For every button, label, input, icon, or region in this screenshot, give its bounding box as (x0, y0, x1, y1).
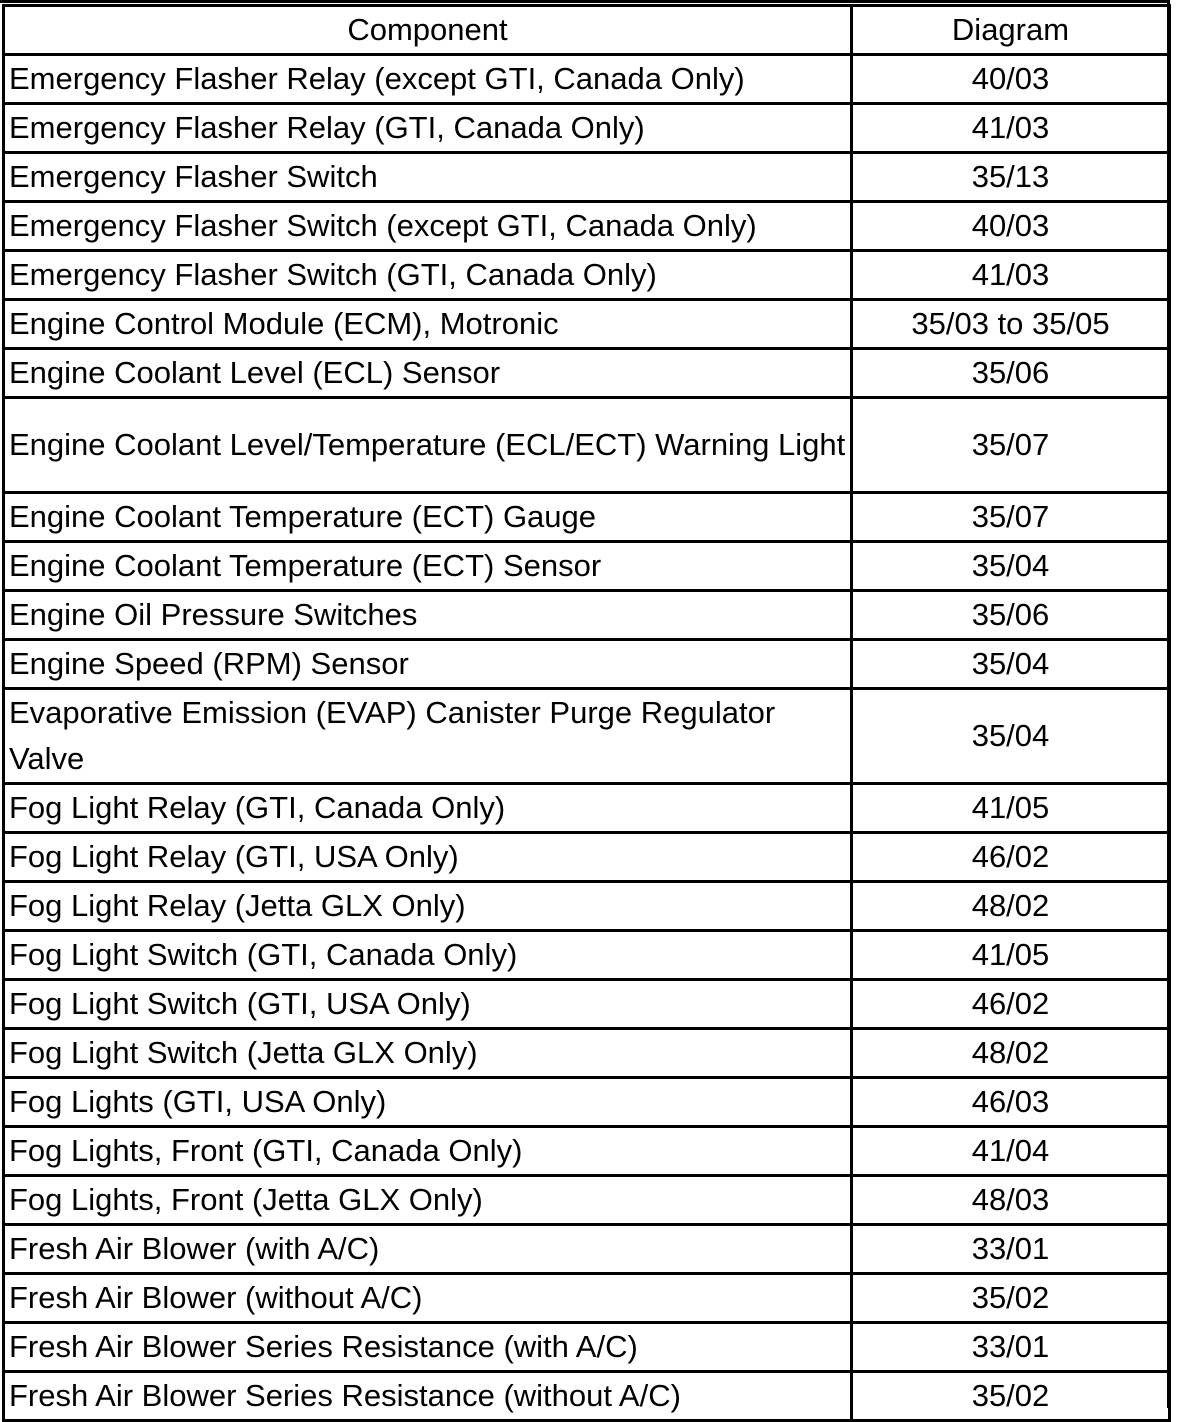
table-row (4, 1323, 1170, 1372)
component-cell: Fog Lights, Front (Jetta GLX Only) (4, 1176, 852, 1225)
table-row (4, 55, 1170, 104)
component-diagram-table-container (2, 4, 1168, 1422)
component-cell: Engine Speed (RPM) Sensor (4, 640, 852, 689)
component-diagram-table (2, 4, 1171, 1422)
diagram-cell: 33/01 (852, 1323, 1170, 1372)
component-cell: Fog Lights (GTI, USA Only) (4, 1078, 852, 1127)
header-diagram: Diagram (852, 6, 1170, 55)
table-row (4, 833, 1170, 882)
diagram-cell: 33/01 (852, 1225, 1170, 1274)
diagram-cell: 46/03 (852, 1078, 1170, 1127)
component-cell: Engine Coolant Level/Temperature (ECL/ECT) Warning Light (4, 398, 852, 493)
diagram-cell: 35/04 (852, 689, 1170, 784)
table-row (4, 1029, 1170, 1078)
component-cell: Engine Coolant Temperature (ECT) Sensor (4, 542, 852, 591)
table-row (4, 398, 1170, 493)
table-row (4, 104, 1170, 153)
table-row (4, 1176, 1170, 1225)
diagram-cell: 41/04 (852, 1127, 1170, 1176)
diagram-cell: 35/06 (852, 591, 1170, 640)
component-cell: Engine Control Module (ECM), Motronic (4, 300, 852, 349)
table-row (4, 931, 1170, 980)
table-row (4, 882, 1170, 931)
table-top-border (0, 0, 1170, 3)
diagram-cell: 35/02 (852, 1274, 1170, 1323)
diagram-cell: 35/04 (852, 640, 1170, 689)
table-row (4, 1225, 1170, 1274)
component-cell: Fog Light Relay (GTI, Canada Only) (4, 784, 852, 833)
component-cell: Emergency Flasher Switch (GTI, Canada Only) (4, 251, 852, 300)
diagram-cell: 41/03 (852, 104, 1170, 153)
table-row (4, 784, 1170, 833)
component-cell: Fog Lights, Front (GTI, Canada Only) (4, 1127, 852, 1176)
table-row (4, 153, 1170, 202)
diagram-cell: 41/05 (852, 931, 1170, 980)
component-cell: Fog Light Relay (GTI, USA Only) (4, 833, 852, 882)
table-row (4, 1127, 1170, 1176)
component-cell: Fog Light Switch (GTI, USA Only) (4, 980, 852, 1029)
table-row (4, 1274, 1170, 1323)
diagram-cell: 40/03 (852, 55, 1170, 104)
diagram-cell: 35/07 (852, 493, 1170, 542)
component-cell: Evaporative Emission (EVAP) Canister Purge Regulator Valve (4, 689, 852, 784)
component-cell: Engine Coolant Temperature (ECT) Gauge (4, 493, 852, 542)
diagram-cell: 35/02 (852, 1372, 1170, 1421)
table-row (4, 542, 1170, 591)
table-row (4, 300, 1170, 349)
component-cell: Engine Coolant Level (ECL) Sensor (4, 349, 852, 398)
diagram-cell: 48/02 (852, 882, 1170, 931)
component-cell: Emergency Flasher Switch (except GTI, Canada Only) (4, 202, 852, 251)
component-cell: Fog Light Relay (Jetta GLX Only) (4, 882, 852, 931)
table-row (4, 349, 1170, 398)
table-row (4, 980, 1170, 1029)
component-cell: Fresh Air Blower (without A/C) (4, 1274, 852, 1323)
table-row (4, 493, 1170, 542)
table-row (4, 591, 1170, 640)
table-row (4, 1078, 1170, 1127)
diagram-cell: 48/02 (852, 1029, 1170, 1078)
component-cell: Engine Oil Pressure Switches (4, 591, 852, 640)
component-cell: Fresh Air Blower Series Resistance (without A/C) (4, 1372, 852, 1421)
component-cell: Fog Light Switch (GTI, Canada Only) (4, 931, 852, 980)
table-row (4, 202, 1170, 251)
diagram-cell: 46/02 (852, 980, 1170, 1029)
diagram-cell: 41/03 (852, 251, 1170, 300)
header-component: Component (4, 6, 852, 55)
component-cell: Emergency Flasher Relay (GTI, Canada Only) (4, 104, 852, 153)
table-header-row (4, 6, 1170, 55)
diagram-cell: 35/06 (852, 349, 1170, 398)
component-cell: Fog Light Switch (Jetta GLX Only) (4, 1029, 852, 1078)
diagram-cell: 35/13 (852, 153, 1170, 202)
diagram-cell: 35/03 to 35/05 (852, 300, 1170, 349)
diagram-cell: 41/05 (852, 784, 1170, 833)
table-row (4, 689, 1170, 784)
component-cell: Emergency Flasher Switch (4, 153, 852, 202)
diagram-cell: 40/03 (852, 202, 1170, 251)
component-cell: Fresh Air Blower (with A/C) (4, 1225, 852, 1274)
component-cell: Fresh Air Blower Series Resistance (with A/C) (4, 1323, 852, 1372)
component-cell: Emergency Flasher Relay (except GTI, Canada Only) (4, 55, 852, 104)
diagram-cell: 46/02 (852, 833, 1170, 882)
diagram-cell: 48/03 (852, 1176, 1170, 1225)
table-row (4, 251, 1170, 300)
table-row (4, 640, 1170, 689)
diagram-cell: 35/07 (852, 398, 1170, 493)
diagram-cell: 35/04 (852, 542, 1170, 591)
table-row (4, 1372, 1170, 1421)
